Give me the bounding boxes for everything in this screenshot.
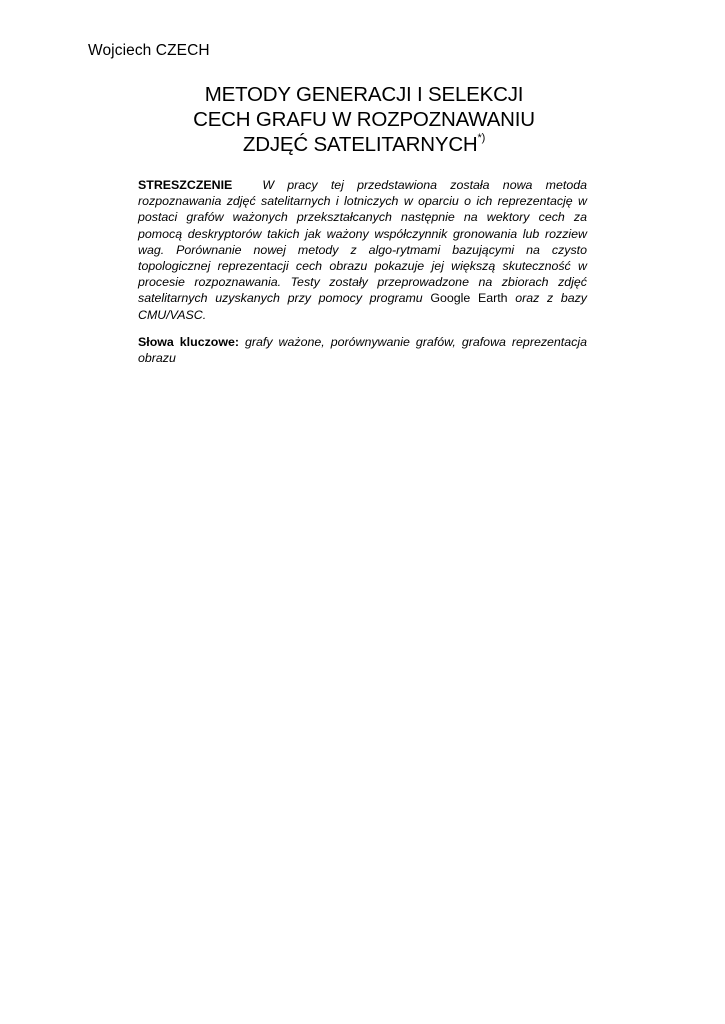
author-name: Wojciech CZECH — [88, 42, 210, 59]
abstract-text-part1: W pracy tej przedstawiona została nowa metoda rozpoznawania zdjęć satelitarnych i lotniczych w oparciu o ich reprezentację w postaci grafów ważonych przekształcanych następnie na wektory cech za pomocą deskryptorów takich jak ważony współczynnik gronowania lub rozziew wag. Porównanie nowej metody z algo-rytmami bazującymi na czysto topologicznej reprezentacji cech obrazu pokazuje jej większą skuteczność w procesie rozpoznawania. Testy zostały przeprowadzone na zbiorach zdjęć satelitarnych uzyskanych przy pomocy programu — [138, 178, 587, 306]
title-footnote-mark: *) — [477, 132, 486, 145]
title-line-2: CECH GRAFU W ROZPOZNAWANIU — [193, 108, 535, 131]
keywords-label: Słowa kluczowe: — [138, 335, 240, 349]
title-line-3-text: ZDJĘĆ SATELITARNYCH — [242, 133, 478, 156]
keywords-list: grafy ważone, porównywanie grafów, grafowa reprezentacja obrazu — [138, 335, 587, 366]
abstract-text-part2: oraz z bazy CMU/VASC. — [138, 291, 587, 322]
abstract — [138, 177, 587, 323]
abstract-label: STRESZCZENIE — [138, 178, 233, 192]
title-line-1: METODY GENERACJI I SELEKCJI — [204, 83, 524, 106]
keywords — [138, 334, 587, 366]
title-line-3 — [140, 132, 588, 157]
paper-title — [140, 82, 588, 157]
abstract-program-name: Google Earth — [430, 291, 508, 306]
